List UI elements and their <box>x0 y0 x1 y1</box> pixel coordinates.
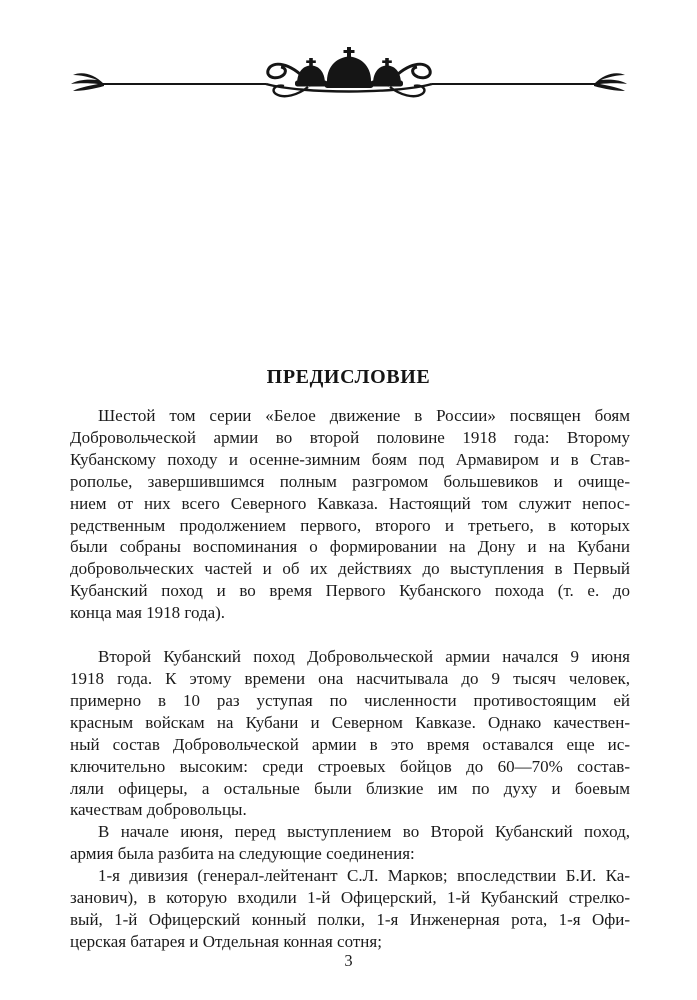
text-line: 1918 года. К этому времени она насчитывала до 9 тысяч человек, <box>70 668 630 688</box>
text-line: ный состав Добровольческой армии в это время оставался еще ис- <box>70 734 630 754</box>
text-line: редственным продолжением первого, второго и третьего, в которых <box>70 515 630 535</box>
text-line: Кубанскому походу и осенне-зимним боям под Армавиром и в Став- <box>70 449 630 469</box>
text-line: ляли офицеры, а остальные были близкие им по духу и боевым <box>70 778 630 798</box>
text-line: Добровольческой армии во второй половине 1918 года: Второму <box>70 427 630 447</box>
text-line: нием от них всего Северного Кавказа. Настоящий том служит непос- <box>70 493 630 513</box>
text-line: добровольческих частей и об их действиях до выступления в Первый <box>70 559 630 579</box>
crowns-ribbon-divider-icon <box>68 46 630 102</box>
text-line: церская батарея и Отдельная конная сотня; <box>70 931 382 951</box>
paragraph <box>70 865 630 953</box>
text-line: занович), в которую входили 1-й Офицерский, 1-й Кубанский стрелко- <box>70 888 630 908</box>
paragraph <box>70 821 630 865</box>
page-number: 3 <box>344 951 353 970</box>
text-line: примерно в 10 раз уступая по численности противостоящим ей <box>70 690 630 710</box>
text-line: были собраны воспоминания о формировании на Дону и на Кубани <box>70 537 630 557</box>
text-line: Кубанский поход и во время Первого Кубанского похода (т. е. до <box>70 581 630 601</box>
body-text <box>70 405 630 953</box>
text-line: Второй Кубанский поход Добровольческой армии начался 9 июня <box>98 647 630 667</box>
text-line: Шестой том серии «Белое движение в России» посвящен боям <box>98 406 630 425</box>
small-crown-left-icon <box>295 58 327 87</box>
paragraph <box>70 646 630 821</box>
text-line: армия была разбита на следующие соединения: <box>70 844 415 864</box>
text-line: В начале июня, перед выступлением во Второй Кубанский поход, <box>98 822 630 842</box>
text-line: красным войскам на Кубани и Северном Кавказе. Однако качествен- <box>70 712 630 732</box>
small-crown-right-icon <box>371 58 403 87</box>
text-line: рополье, завершившимся полным разгромом большевиков и очище- <box>70 471 630 491</box>
text-line: 1-я дивизия (генерал-лейтенант С.Л. Марков; впоследствии Б.И. Ка- <box>98 866 630 886</box>
text-line: качествам добровольцы. <box>70 800 247 820</box>
text-line: ключительно высоким: среди строевых бойцов до 60—70% состав- <box>70 756 630 776</box>
text-line: конца мая 1918 года). <box>70 603 226 623</box>
text-line: вый, 1-й Офицерский конный полки, 1-я Инженерная рота, 1-я Офи- <box>70 909 630 929</box>
chapter-title: ПРЕДИСЛОВИЕ <box>266 366 431 388</box>
paragraph <box>70 405 630 624</box>
large-crown-icon <box>325 47 374 88</box>
